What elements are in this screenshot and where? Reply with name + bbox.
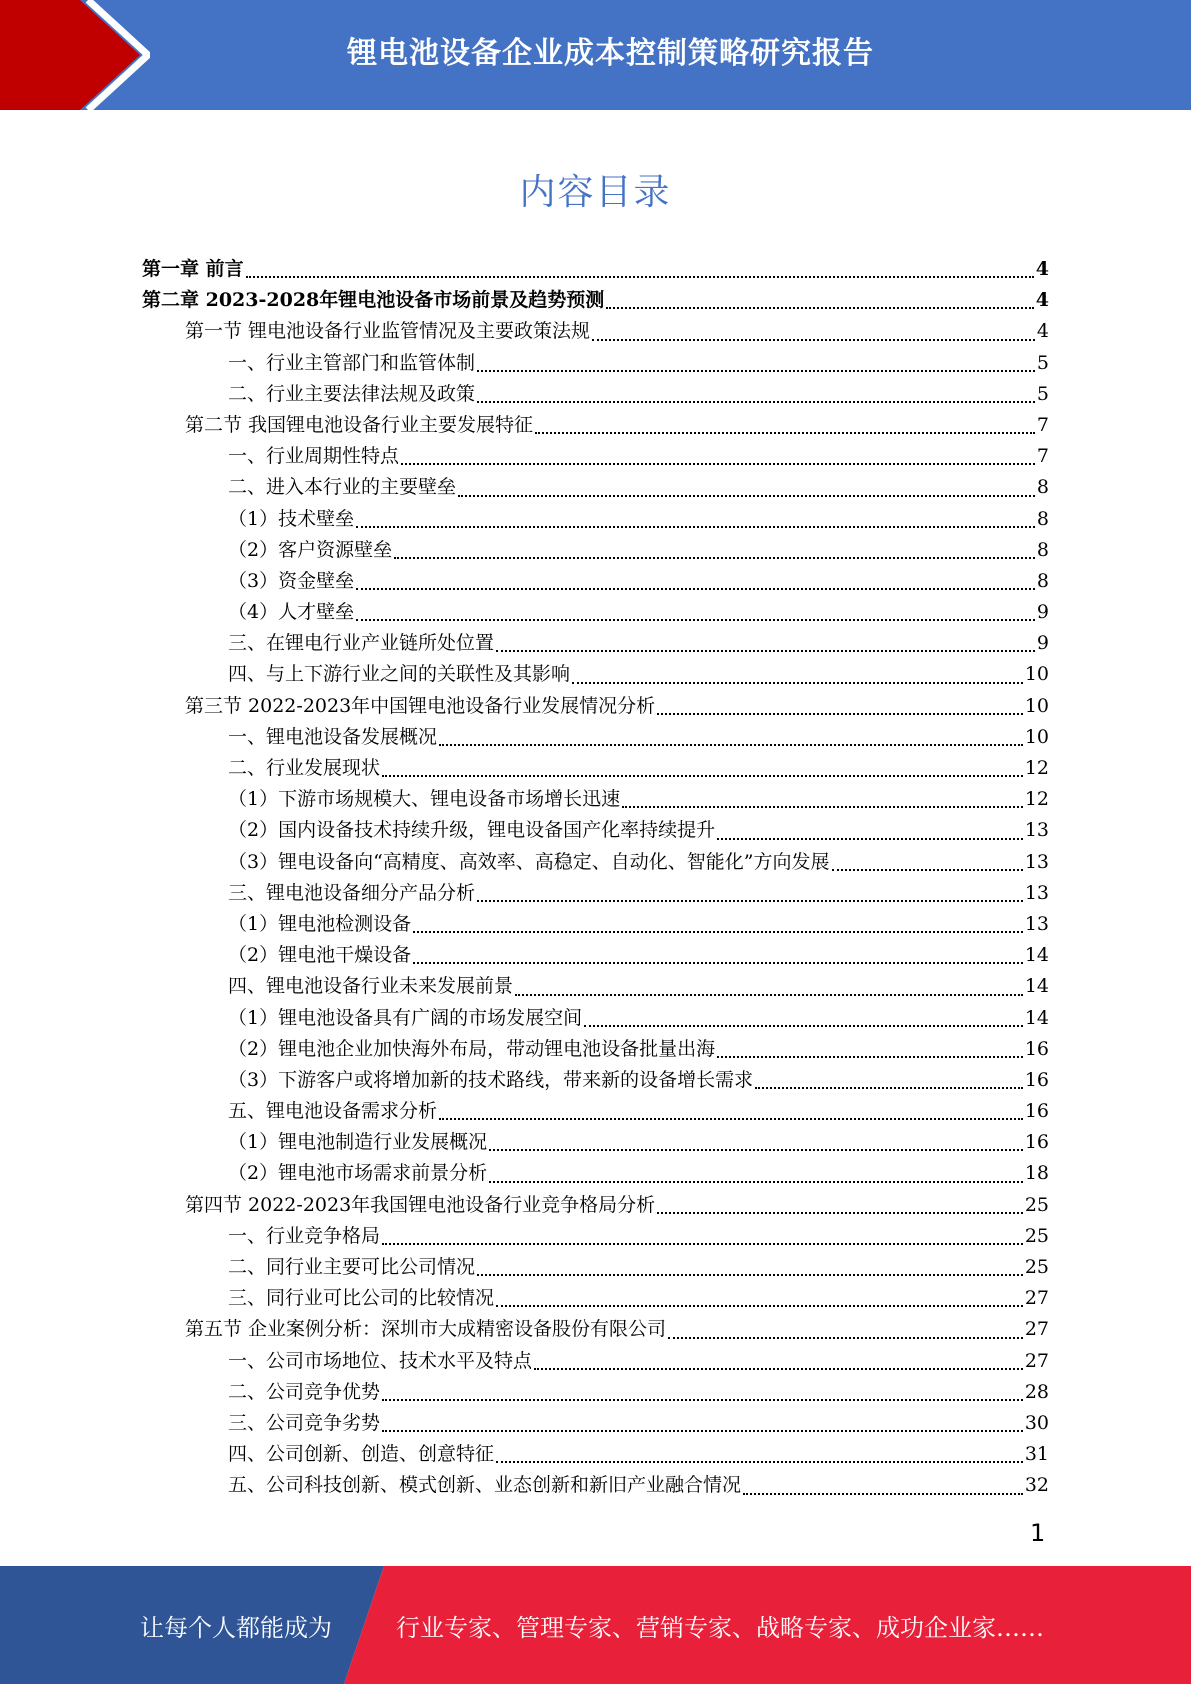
toc-dot-leader: [382, 1399, 1023, 1401]
toc-entry-page: 16: [1024, 1068, 1049, 1091]
table-of-contents: [142, 254, 1049, 1502]
toc-entry[interactable]: [142, 847, 1049, 878]
footer-slogan-right: 行业专家、管理专家、营销专家、战略专家、成功企业家……: [396, 1613, 1044, 1642]
footer-slogan-left: 让每个人都能成为: [140, 1613, 332, 1642]
toc-entry-page: 30: [1024, 1411, 1049, 1434]
toc-entry-title: 四、锂电池设备行业未来发展前景: [228, 975, 514, 998]
toc-entry-title: 五、锂电池设备需求分析: [228, 1100, 438, 1123]
toc-entry[interactable]: [142, 1127, 1049, 1158]
toc-entry-page: 28: [1024, 1380, 1049, 1403]
toc-dot-leader: [743, 1493, 1023, 1495]
toc-dot-leader: [246, 276, 1034, 278]
toc-dot-leader: [458, 495, 1035, 497]
toc-dot-leader: [592, 339, 1035, 341]
toc-entry-title: （1）下游市场规模大、锂电设备市场增长迅速: [228, 788, 621, 811]
toc-entry-page: 25: [1024, 1224, 1049, 1247]
toc-entry-page: 5: [1036, 351, 1049, 374]
toc-entry[interactable]: [142, 691, 1049, 722]
toc-entry-title: 第三节 2022-2023年中国锂电池设备行业发展情况分析: [185, 694, 656, 717]
toc-entry[interactable]: [142, 597, 1049, 628]
report-title: 锂电池设备企业成本控制策略研究报告: [347, 36, 874, 71]
toc-dot-leader: [515, 994, 1023, 996]
toc-entry-page: 13: [1024, 819, 1049, 842]
toc-entry[interactable]: [142, 1034, 1049, 1065]
toc-entry[interactable]: [142, 659, 1049, 690]
toc-dot-leader: [413, 931, 1023, 933]
page-number: 1: [1030, 1519, 1046, 1547]
toc-entry-page: 4: [1036, 320, 1049, 343]
toc-entry[interactable]: [142, 722, 1049, 753]
toc-dot-leader: [356, 588, 1035, 590]
toc-entry-page: 14: [1024, 944, 1049, 967]
toc-dot-leader: [496, 1461, 1023, 1463]
toc-dot-leader: [489, 1149, 1023, 1151]
toc-entry[interactable]: [142, 1314, 1049, 1345]
toc-entry-title: 二、行业发展现状: [228, 757, 381, 779]
toc-entry[interactable]: [142, 316, 1049, 347]
toc-dot-leader: [606, 307, 1034, 309]
toc-entry-title: 第一章 前言: [142, 258, 244, 280]
toc-entry[interactable]: [142, 815, 1049, 846]
toc-dot-leader: [717, 1056, 1023, 1058]
toc-entry-page: 16: [1024, 1100, 1049, 1123]
toc-entry[interactable]: [142, 878, 1049, 909]
toc-entry-title: 二、进入本行业的主要壁垒: [228, 476, 457, 499]
toc-entry-title: （1）锂电池制造行业发展概况: [228, 1131, 488, 1154]
toc-entry-title: （4）人才壁垒: [228, 601, 355, 624]
toc-entry-title: （2）客户资源壁垒: [228, 538, 393, 561]
toc-dot-leader: [534, 1368, 1023, 1370]
toc-dot-leader: [584, 1025, 1023, 1027]
toc-entry-title: 一、行业主管部门和监管体制: [228, 351, 476, 374]
toc-entry-title: （2）锂电池企业加快海外布局，带动锂电池设备批量出海: [228, 1037, 716, 1060]
toc-entry[interactable]: [142, 348, 1049, 379]
toc-entry[interactable]: [142, 971, 1049, 1002]
toc-entry[interactable]: [142, 1252, 1049, 1283]
toc-dot-leader: [477, 900, 1023, 902]
toc-entry[interactable]: [142, 1190, 1049, 1221]
toc-dot-leader: [535, 432, 1035, 434]
toc-entry[interactable]: [142, 410, 1049, 441]
toc-entry-page: 10: [1024, 663, 1049, 686]
toc-entry-page: 4: [1035, 289, 1049, 312]
toc-entry-page: 10: [1024, 725, 1049, 748]
toc-dot-leader: [394, 557, 1035, 559]
toc-entry-title: 四、与上下游行业之间的关联性及其影响: [228, 663, 571, 686]
toc-dot-leader: [382, 1243, 1023, 1245]
toc-entry-title: 一、行业竞争格局: [228, 1224, 381, 1247]
toc-dot-leader: [622, 806, 1023, 808]
toc-entry-title: 第二节 我国锂电池设备行业主要发展特征: [185, 413, 534, 436]
toc-dot-leader: [477, 401, 1035, 403]
toc-entry-page: 31: [1024, 1443, 1049, 1466]
toc-entry[interactable]: [142, 784, 1049, 815]
toc-entry[interactable]: [142, 1221, 1049, 1252]
toc-entry[interactable]: [142, 1377, 1049, 1408]
toc-entry-page: 13: [1024, 850, 1049, 873]
footer-banner: [0, 1566, 1191, 1684]
toc-dot-leader: [477, 1274, 1023, 1276]
toc-dot-leader: [755, 1087, 1023, 1089]
toc-entry[interactable]: [142, 1158, 1049, 1189]
toc-entry-page: 13: [1024, 881, 1049, 904]
toc-entry-title: 三、公司竞争劣势: [228, 1411, 381, 1434]
toc-entry[interactable]: [142, 1096, 1049, 1127]
toc-entry-title: 二、行业主要法律法规及政策: [228, 382, 476, 405]
toc-entry-title: （2）锂电池干燥设备: [228, 944, 412, 967]
toc-entry[interactable]: [142, 940, 1049, 971]
toc-entry-title: （3）锂电设备向“高精度、高效率、高稳定、自动化、智能化”方向发展: [228, 850, 830, 873]
toc-entry-title: 第二章 2023-2028年锂电池设备市场前景及趋势预测: [142, 289, 605, 312]
toc-entry[interactable]: [142, 379, 1049, 410]
toc-entry-page: 12: [1024, 757, 1049, 779]
toc-entry-title: （3）资金壁垒: [228, 569, 355, 592]
toc-entry-title: （1）锂电池设备具有广阔的市场发展空间: [228, 1006, 583, 1029]
toc-entry-page: 12: [1024, 788, 1049, 811]
toc-entry-title: （1）锂电池检测设备: [228, 912, 412, 935]
toc-entry[interactable]: [142, 753, 1049, 784]
toc-entry-title: 一、公司市场地位、技术水平及特点: [228, 1349, 533, 1372]
toc-entry[interactable]: [142, 472, 1049, 503]
toc-entry-page: 27: [1024, 1349, 1049, 1372]
toc-entry-page: 27: [1024, 1287, 1049, 1310]
toc-entry-title: （1）技术壁垒: [228, 507, 355, 530]
toc-entry-page: 8: [1036, 538, 1049, 561]
toc-entry[interactable]: [142, 1346, 1049, 1377]
toc-entry-page: 25: [1024, 1193, 1049, 1216]
toc-entry-page: 13: [1024, 912, 1049, 935]
toc-entry-title: 三、在锂电行业产业链所处位置: [228, 632, 495, 655]
toc-entry-page: 9: [1036, 632, 1049, 655]
toc-entry-title: 二、同行业主要可比公司情况: [228, 1256, 476, 1278]
toc-entry-title: 一、行业周期性特点: [228, 445, 400, 468]
toc-entry-page: 32: [1024, 1474, 1049, 1497]
toc-dot-leader: [439, 744, 1023, 746]
toc-entry[interactable]: [142, 1003, 1049, 1034]
toc-entry-page: 5: [1036, 382, 1049, 405]
toc-entry[interactable]: [142, 628, 1049, 659]
toc-entry[interactable]: [142, 441, 1049, 472]
toc-entry-title: 二、公司竞争优势: [228, 1380, 381, 1403]
toc-entry-title: 三、锂电池设备细分产品分析: [228, 881, 476, 904]
toc-entry-title: （2）国内设备技术持续升级，锂电设备国产化率持续提升: [228, 819, 716, 842]
toc-entry-title: 一、锂电池设备发展概况: [228, 725, 438, 748]
toc-entry-title: 第四节 2022-2023年我国锂电池设备行业竞争格局分析: [185, 1193, 656, 1216]
toc-entry-page: 4: [1035, 258, 1049, 280]
toc-entry-page: 16: [1024, 1131, 1049, 1154]
toc-entry-page: 27: [1024, 1318, 1049, 1341]
toc-dot-leader: [496, 650, 1035, 652]
toc-entry-page: 8: [1036, 476, 1049, 499]
toc-entry[interactable]: [142, 1470, 1049, 1501]
toc-dot-leader: [657, 1212, 1023, 1214]
toc-entry-page: 7: [1036, 445, 1049, 468]
toc-dot-leader: [572, 682, 1023, 684]
toc-dot-leader: [489, 1181, 1023, 1183]
toc-dot-leader: [657, 713, 1023, 715]
toc-entry[interactable]: [142, 504, 1049, 535]
toc-dot-leader: [382, 1430, 1023, 1432]
toc-dot-leader: [356, 526, 1035, 528]
toc-entry-page: 16: [1024, 1037, 1049, 1060]
toc-entry-page: 18: [1024, 1162, 1049, 1185]
toc-entry[interactable]: [142, 1408, 1049, 1439]
toc-entry-title: 四、公司创新、创造、创意特征: [228, 1443, 495, 1466]
toc-dot-leader: [439, 1118, 1023, 1120]
toc-entry[interactable]: [142, 1065, 1049, 1096]
page-title: 内容目录: [519, 172, 672, 213]
toc-dot-leader: [668, 1337, 1023, 1339]
toc-entry-title: 第一节 锂电池设备行业监管情况及主要政策法规: [185, 320, 591, 343]
toc-entry-page: 9: [1036, 601, 1049, 624]
toc-entry[interactable]: [142, 1439, 1049, 1470]
toc-entry-page: 14: [1024, 1006, 1049, 1029]
toc-dot-leader: [401, 463, 1035, 465]
toc-entry[interactable]: [142, 909, 1049, 940]
toc-dot-leader: [413, 962, 1023, 964]
toc-dot-leader: [477, 370, 1035, 372]
toc-dot-leader: [496, 1305, 1023, 1307]
toc-entry-page: 25: [1024, 1256, 1049, 1278]
toc-entry[interactable]: [142, 254, 1049, 285]
toc-dot-leader: [382, 775, 1023, 777]
toc-dot-leader: [717, 838, 1023, 840]
toc-dot-leader: [832, 869, 1023, 871]
toc-entry-title: 第五节 企业案例分析：深圳市大成精密设备股份有限公司: [185, 1318, 667, 1341]
toc-entry-title: （3）下游客户或将增加新的技术路线，带来新的设备增长需求: [228, 1068, 754, 1091]
toc-entry-page: 7: [1036, 413, 1049, 436]
header-banner: [0, 0, 1191, 110]
toc-entry[interactable]: [142, 566, 1049, 597]
toc-entry-title: 三、同行业可比公司的比较情况: [228, 1287, 495, 1310]
toc-dot-leader: [356, 619, 1035, 621]
toc-entry-page: 14: [1024, 975, 1049, 998]
toc-entry[interactable]: [142, 535, 1049, 566]
toc-entry-title: （2）锂电池市场需求前景分析: [228, 1162, 488, 1185]
toc-entry-title: 五、公司科技创新、模式创新、业态创新和新旧产业融合情况: [228, 1474, 742, 1497]
toc-entry-page: 10: [1024, 694, 1049, 717]
toc-entry-page: 8: [1036, 569, 1049, 592]
toc-entry[interactable]: [142, 1283, 1049, 1314]
toc-entry-page: 8: [1036, 507, 1049, 530]
toc-entry[interactable]: [142, 285, 1049, 316]
